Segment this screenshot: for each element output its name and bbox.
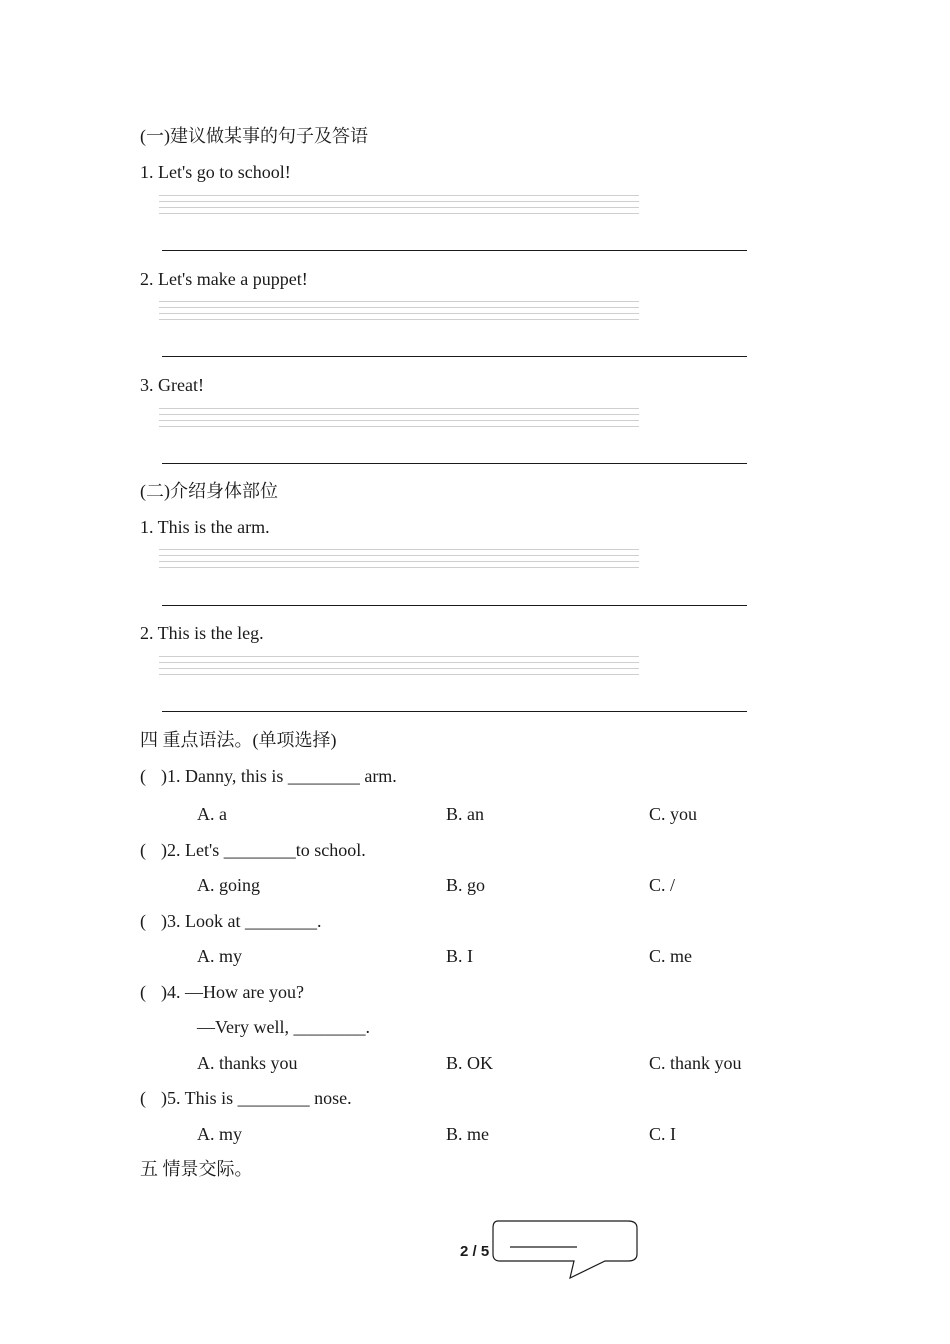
answer-bracket[interactable]: ( <box>140 766 146 786</box>
question-stem: )4. —How are you? <box>161 982 304 1002</box>
writing-lines <box>159 301 639 329</box>
option-c[interactable]: C. / <box>649 875 676 895</box>
option-c[interactable]: C. thank you <box>649 1053 742 1073</box>
option-c[interactable]: C. I <box>649 1124 676 1144</box>
prompt-sentence: 2. Let's make a puppet! <box>140 269 308 289</box>
answer-line[interactable] <box>162 356 747 357</box>
option-a[interactable]: A. my <box>197 946 242 966</box>
answer-bracket[interactable]: ( <box>140 911 146 931</box>
option-a[interactable]: A. my <box>197 1124 242 1144</box>
question-stem-line2: —Very well, ________. <box>197 1017 370 1037</box>
section-heading: (二)介绍身体部位 <box>140 481 278 501</box>
question-stem: )3. Look at ________. <box>161 911 322 931</box>
answer-line[interactable] <box>162 711 747 712</box>
answer-line[interactable] <box>162 605 747 606</box>
option-c[interactable]: C. you <box>649 804 698 824</box>
question-stem: )2. Let's ________to school. <box>161 840 366 860</box>
section-heading: 四 重点语法。(单项选择) <box>140 730 337 750</box>
option-b[interactable]: B. an <box>446 804 484 824</box>
prompt-sentence: 1. Let's go to school! <box>140 162 291 182</box>
answer-line[interactable] <box>162 250 747 251</box>
writing-lines <box>159 408 639 436</box>
section-heading: 五 情景交际。 <box>140 1159 253 1179</box>
question-stem: )5. This is ________ nose. <box>161 1088 352 1108</box>
writing-lines <box>159 656 639 684</box>
answer-bracket[interactable]: ( <box>140 1088 146 1108</box>
option-a[interactable]: A. a <box>197 804 227 824</box>
option-b[interactable]: B. me <box>446 1124 489 1144</box>
prompt-sentence: 3. Great! <box>140 375 204 395</box>
option-c[interactable]: C. me <box>649 946 692 966</box>
prompt-sentence: 2. This is the leg. <box>140 623 264 643</box>
answer-line[interactable] <box>162 463 747 464</box>
prompt-sentence: 1. This is the arm. <box>140 517 270 537</box>
option-b[interactable]: B. I <box>446 946 473 966</box>
option-a[interactable]: A. going <box>197 875 260 895</box>
answer-bracket[interactable]: ( <box>140 840 146 860</box>
page-number: 2 / 5 <box>460 1243 490 1260</box>
section-heading: (一)建议做某事的句子及答语 <box>140 126 368 146</box>
speech-bubble-icon <box>490 1218 642 1282</box>
answer-bracket[interactable]: ( <box>140 982 146 1002</box>
option-a[interactable]: A. thanks you <box>197 1053 298 1073</box>
option-b[interactable]: B. OK <box>446 1053 494 1073</box>
writing-lines <box>159 549 639 577</box>
option-b[interactable]: B. go <box>446 875 486 895</box>
question-stem: )1. Danny, this is ________ arm. <box>161 766 397 786</box>
writing-lines <box>159 195 639 223</box>
